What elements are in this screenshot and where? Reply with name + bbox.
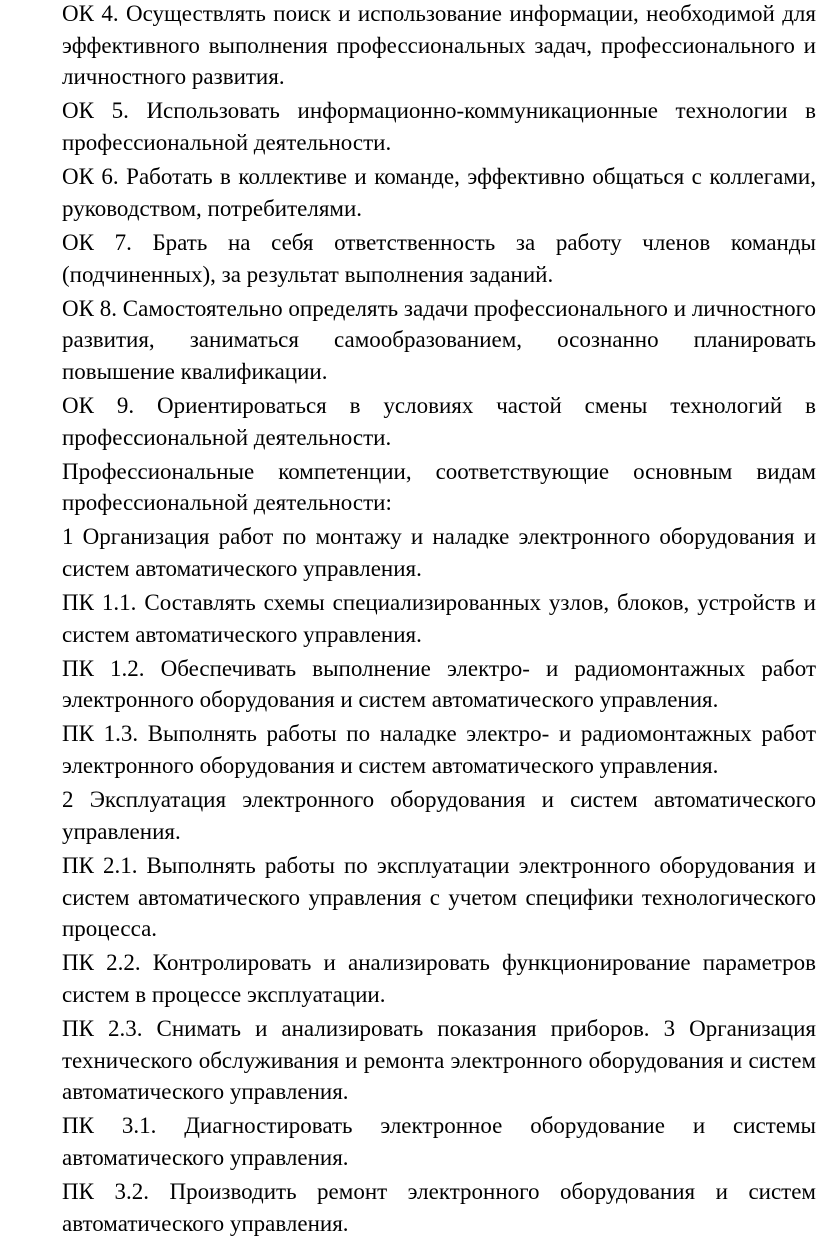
paragraph-professional-competencies-heading: Профессиональные компетенции, соответствующие основным видам профессиональной деятельности: <box>62 458 816 516</box>
paragraph-pk-2-2: ПК 2.2. Контролировать и анализировать функционирование параметров систем в процессе эксплуатации. <box>62 950 816 1007</box>
paragraph-ok4: ОК 4. Осуществлять поиск и использование информации, необходимой для эффективного выполнения профессиональных задач, профессионального и личностного развития. <box>62 1 816 90</box>
paragraph-ok9: ОК 9. Ориентироваться в условиях частой смены технологий в профессиональной деятельности. <box>62 392 816 450</box>
paragraph-pk-1-1: ПК 1.1. Составлять схемы специализированных узлов, блоков, устройств и систем автоматического управления. <box>62 590 816 647</box>
paragraph-ok8: ОК 8. Самостоятельно определять задачи профессионального и личностного развития, заниматься самообразованием, осознанно планировать повышение квалификации. <box>62 295 816 384</box>
paragraph-pk-3-1: ПК 3.1. Диагностировать электронное оборудование и системы автоматического управления. <box>62 1113 816 1171</box>
paragraph-pk-1-3: ПК 1.3. Выполнять работы по наладке электро- и радиомонтажных работ электронного оборудования и систем автоматического управления. <box>62 721 816 779</box>
paragraph-pk-2-1: ПК 2.1. Выполнять работы по эксплуатации электронного оборудования и систем автоматического управления с учетом специфики технологического процесса. <box>62 852 816 942</box>
document-page <box>62 0 816 1242</box>
paragraph-ok7: ОК 7. Брать на себя ответственность за работу членов команды (подчиненных), за результат выполнения заданий. <box>62 229 816 287</box>
paragraph-ok6: ОК 6. Работать в коллективе и команде, эффективно общаться с коллегами, руководством, потребителями. <box>62 164 816 221</box>
paragraph-ok5: ОК 5. Использовать информационно-коммуникационные технологии в профессиональной деятельности. <box>62 98 816 156</box>
paragraph-pk-2-3: ПК 2.3. Снимать и анализировать показания приборов. 3 Организация технического обслуживания и ремонта электронного оборудования и систем автоматического управления. <box>62 1015 816 1105</box>
paragraph-section-1: 1 Организация работ по монтажу и наладке электронного оборудования и систем автоматического управления. <box>62 524 816 582</box>
paragraph-section-2: 2 Эксплуатация электронного оборудования и систем автоматического управления. <box>62 787 816 844</box>
paragraph-pk-3-2: ПК 3.2. Производить ремонт электронного оборудования и систем автоматического управления. <box>62 1179 816 1236</box>
paragraph-pk-1-2: ПК 1.2. Обеспечивать выполнение электро- и радиомонтажных работ электронного оборудования и систем автоматического управления. <box>62 655 816 713</box>
